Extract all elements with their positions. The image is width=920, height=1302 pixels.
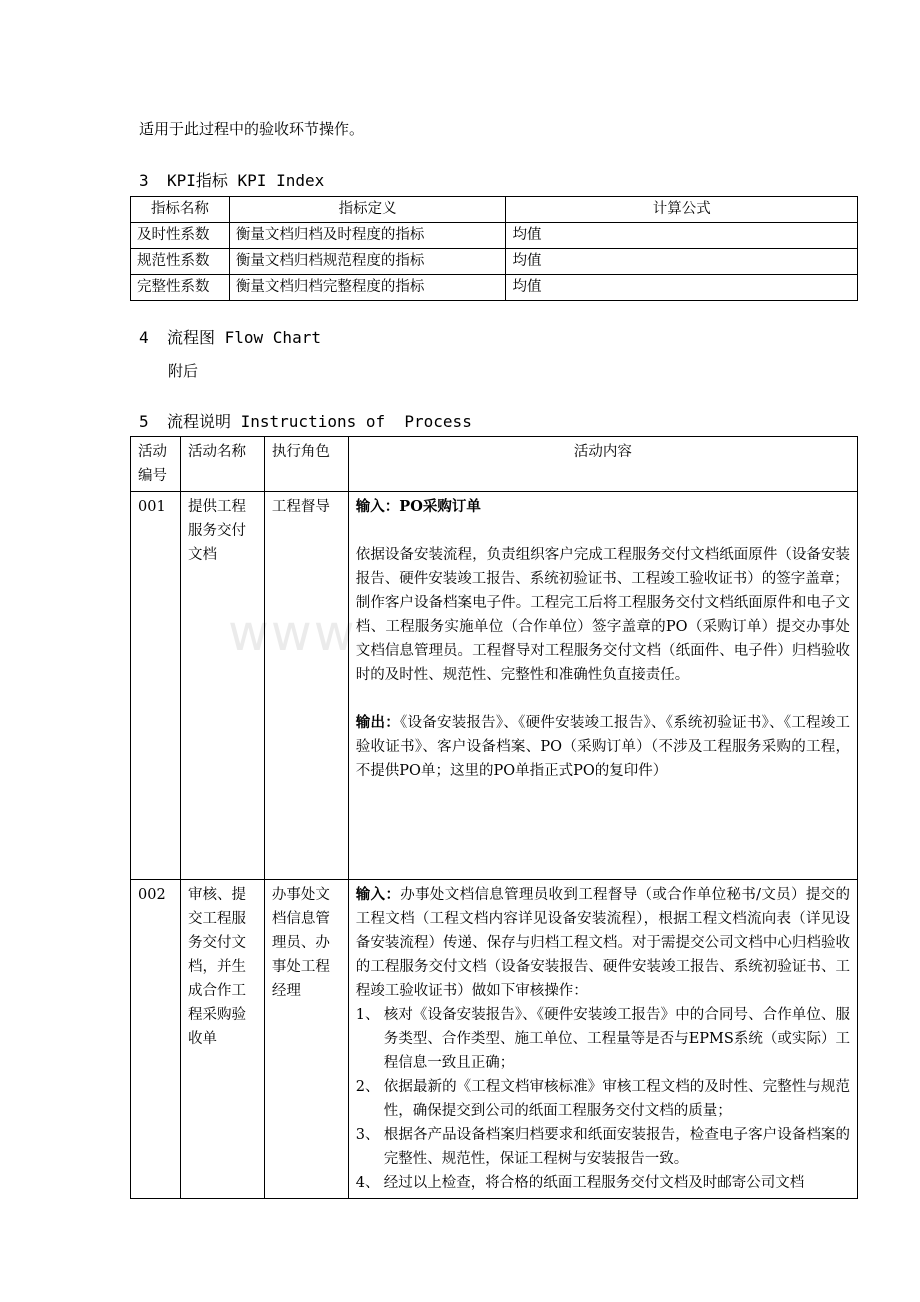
table-cell: 规范性系数	[131, 249, 230, 275]
content-paragraph: 依据设备安装流程，负责组织客户完成工程服务交付文档纸面原件（设备安装报告、硬件安装竣工报告、系统初验证书、工程竣工验收证书）的签字盖章；	[355, 547, 850, 587]
input-text: PO采购订单	[399, 498, 481, 515]
list-item	[356, 1075, 850, 1123]
table-cell: 均值	[506, 223, 858, 249]
table-row	[131, 492, 858, 880]
activity-role: 工程督导	[264, 492, 348, 880]
section-number: 5	[139, 412, 149, 431]
section-title: 流程说明 Instructions of Process	[167, 412, 472, 431]
table-cell: 完整性系数	[131, 275, 230, 301]
table-header-cell: 指标名称	[131, 197, 230, 223]
step-list	[356, 1003, 850, 1195]
table-row	[131, 275, 858, 301]
table-header-cell: 活动内容	[348, 437, 857, 492]
table-header-cell: 指标定义	[229, 197, 506, 223]
output-line	[356, 711, 850, 783]
activity-content	[348, 492, 857, 880]
table-cell: 衡量文档归档规范程度的指标	[229, 249, 506, 275]
table-cell: 及时性系数	[131, 223, 230, 249]
section-heading-process	[139, 409, 472, 432]
table-cell: 均值	[506, 275, 858, 301]
activity-name: 审核、提交工程服务交付文档，并生成合作工程采购验收单	[180, 880, 264, 1199]
table-row	[131, 249, 858, 275]
section-number: 3	[139, 171, 149, 190]
table-header-cell: 执行角色	[264, 437, 348, 492]
section-heading-flow	[139, 325, 321, 348]
input-label: 输入：	[355, 886, 401, 903]
table-cell: 衡量文档归档及时程度的指标	[229, 223, 506, 249]
output-text: 《设备安装报告》、《硬件安装竣工报告》、《系统初验证书》、《工程竣工验收证书》、客户设备档案、PO（采购订单）（不涉及工程服务采购的工程，不提供PO单；这里的PO单指正式PO的复印件）	[355, 715, 851, 779]
table-header-row	[131, 437, 858, 492]
step-number: 1、	[355, 1007, 380, 1023]
activity-content	[348, 880, 857, 1199]
step-text: 根据各产品设备档案归档要求和纸面安装报告，检查电子客户设备档案的完整性、规范性，保证工程树与安装报告一致。	[383, 1127, 850, 1167]
activity-role: 办事处文档信息管理员、办事处工程经理	[264, 880, 348, 1199]
table-row	[131, 880, 858, 1199]
table-header-cell: 活动名称	[180, 437, 264, 492]
flow-chart-note: 附后	[168, 362, 199, 380]
list-item	[356, 1123, 850, 1171]
step-text: 核对《设备安装报告》、《硬件安装竣工报告》中的合同号、合作单位、服务类型、合作类型、施工单位、工程量等是否与EPMS系统（或实际）工程信息一致且正确；	[383, 1007, 850, 1071]
input-text: 办事处文档信息管理员收到工程督导（或合作单位秘书/文员）提交的工程文档（工程文档内容详见设备安装流程），根据工程文档流向表（详见设备安装流程）传递、保存与归档工程文档。对于需提交公司文档中心归档验收的工程服务交付文档（设备安装报告、硬件安装竣工报告、系统初验证书、工程竣工验收证书）做如下审核操作：	[355, 887, 850, 999]
list-item	[356, 1171, 850, 1195]
watermark: www.	[228, 604, 370, 662]
activity-name: 提供工程服务交付文档	[180, 492, 264, 880]
table-row	[131, 223, 858, 249]
activity-id: 002	[131, 880, 181, 1199]
table-cell: 均值	[506, 249, 858, 275]
section-title: 流程图 Flow Chart	[167, 328, 321, 347]
content-paragraph: 制作客户设备档案电子件。工程完工后将工程服务交付文档纸面原件和电子文档、工程服务实施单位（合作单位）签字盖章的PO（采购订单）提交办事处文档信息管理员。工程督导对工程服务交付文档（纸面件、电子件）归档验收时的及时性、规范性、完整性和准确性负直接责任。	[355, 595, 850, 683]
step-text: 经过以上检查，将合格的纸面工程服务交付文档及时邮寄公司文档	[383, 1175, 805, 1191]
section-number: 4	[139, 328, 149, 347]
activity-id: 001	[131, 492, 181, 880]
output-label: 输出：	[355, 714, 401, 731]
step-text: 依据最新的《工程文档审核标准》审核工程文档的及时性、完整性与规范性，确保提交到公司的纸面工程服务交付文档的质量；	[383, 1079, 850, 1119]
step-number: 4、	[355, 1175, 380, 1191]
table-header-cell: 计算公式	[506, 197, 858, 223]
list-item	[356, 1003, 850, 1075]
section-title: KPI指标 KPI Index	[167, 171, 325, 190]
input-label: 输入：	[355, 498, 400, 515]
process-table	[130, 436, 858, 1199]
step-number: 3、	[355, 1127, 380, 1143]
section-heading-kpi	[139, 168, 324, 191]
input-line	[356, 883, 850, 1003]
step-number: 2、	[355, 1079, 380, 1095]
table-header-row	[131, 197, 858, 223]
table-cell: 衡量文档归档完整程度的指标	[229, 275, 506, 301]
intro-text: 适用于此过程中的验收环节操作。	[139, 120, 365, 138]
input-line	[356, 495, 850, 519]
table-header-cell: 活动编号	[131, 437, 181, 492]
kpi-table	[130, 196, 858, 301]
